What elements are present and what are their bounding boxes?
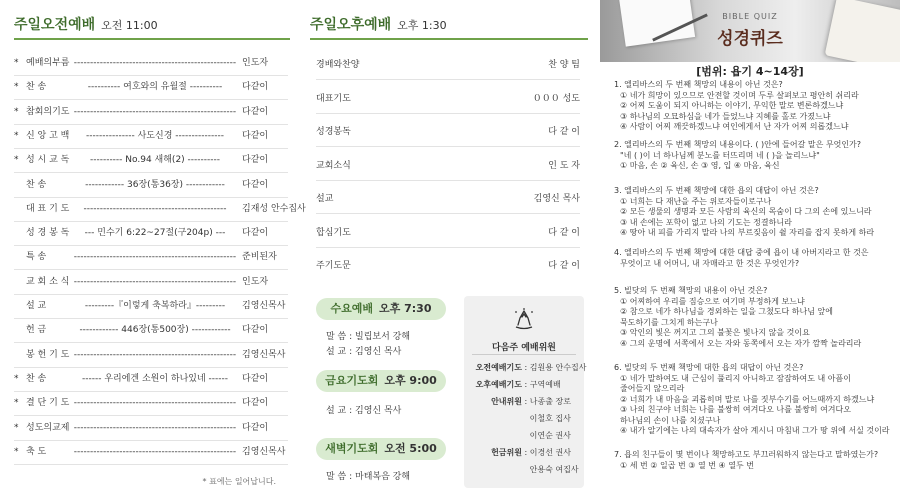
committee-names: 이경선 권사: [529, 448, 571, 457]
order-item-name: 설 교: [26, 301, 47, 311]
order-item-name: 봉 헌 기 도: [26, 349, 70, 360]
committee-row: [472, 428, 582, 444]
order-item-detail: ---------『이렇게 축복하라』---------: [84, 301, 226, 311]
order-item-detail: --------------------------------------------------: [73, 276, 237, 287]
standing-marker: *: [14, 106, 19, 117]
order-row: [316, 58, 580, 72]
row-divider: [14, 172, 288, 173]
standing-marker: *: [14, 130, 19, 141]
order-item-detail: --------------------------------------------------: [73, 349, 237, 360]
order-row: [14, 396, 288, 410]
order-item-name: 성도의교제: [26, 422, 70, 433]
order-item-detail: --------------------------------------------------: [73, 106, 237, 117]
order-item-name: 찬 송: [26, 373, 47, 384]
friday-prayer-time: 오후 9:00: [384, 374, 437, 387]
order-item-detail: --------------------------------------------------: [73, 398, 237, 409]
dawn-prayer-title: 새벽기도회: [325, 442, 379, 455]
order-row: [14, 421, 288, 435]
question-text: 1. 엘리바스의 두 번째 책망의 내용이 아닌 것은?: [614, 80, 783, 89]
order-item-name: 예배의부름: [26, 58, 70, 68]
question-option: "네 ( )이 너 하나님께 분노를 터뜨리며 네 ( )을 놀리느냐": [620, 150, 820, 160]
morning-service-time: 오전 11:00: [101, 19, 158, 32]
standing-marker: *: [14, 82, 19, 93]
order-row: [14, 348, 288, 362]
question-option: ④ 그의 운명에 서쪽에서 오는 자와 동쪽에서 오는 자가 깜짝 놀라리라: [620, 338, 862, 348]
question-option: ③ 나의 친구야 너희는 나를 불쌍히 여겨다오 나를 불쌍히 여겨다오: [620, 405, 851, 414]
order-item-leader: 인 도 자: [548, 160, 580, 171]
order-item-name: 교회소식: [316, 160, 351, 171]
committee-row: [472, 445, 582, 461]
question-text: 7. 욥의 친구들이 몇 번이나 책망하고도 부끄러워하지 않는다고 말하였는가?: [614, 450, 879, 459]
committee-role: 오전예배기도: [475, 363, 522, 372]
order-item-name: 특 송: [26, 252, 47, 263]
order-row: [14, 80, 288, 94]
committee-names: 이철호 집사: [529, 414, 571, 423]
friday-prayer-title: 금요기도회: [325, 374, 379, 387]
order-row: [316, 125, 580, 139]
order-row: [14, 178, 288, 192]
order-item-name: 결 단 기 도: [26, 398, 70, 409]
order-item-name: 축 도: [26, 446, 47, 457]
order-item-leader: 다같이: [242, 325, 269, 336]
standing-marker: *: [14, 422, 19, 433]
order-row: [14, 445, 288, 459]
order-row: [14, 129, 288, 143]
question-text: 4. 엘리바스의 두 번째 책망에 대한 대답 중에 욥이 내 아버지라고 한 것은: [614, 248, 869, 257]
order-row: [14, 105, 288, 119]
order-item-leader: 김영신 목사: [533, 194, 580, 204]
section-divider: [14, 38, 290, 40]
question-option: ② 너희가 내 마음을 괴롭히며 말로 나를 짓부수기를 어느때까지 하겠느냐: [620, 394, 875, 404]
wednesday-service-title: 수요예배: [330, 302, 374, 315]
afternoon-service-heading: [310, 14, 447, 34]
order-item-name: 대 표 기 도: [26, 203, 70, 214]
question-text: 6. 빌닷의 두 번째 책망에 대한 욥의 대답이 아닌 것은?: [614, 363, 804, 372]
order-item-leader: 김재성 안수집사: [242, 203, 306, 214]
question-option: ④ 내가 알기에는 나의 대속자가 살아 계시니 마침내 그가 땅 위에 서실 것이라: [620, 426, 890, 435]
quiz-range: [범위: 욥기 4~14장]: [696, 65, 804, 78]
question-option: ③ 내 손에는 포학이 없고 나의 기도는 정결하니라: [620, 217, 792, 227]
order-item-name: 성 경 봉 독: [26, 228, 70, 239]
order-row: [14, 275, 288, 289]
question-option: ① 너희는 다 재난을 주는 위로자들이로구나: [620, 196, 772, 206]
wednesday-service-heading: [316, 298, 446, 320]
row-divider: [14, 440, 288, 441]
row-divider: [14, 197, 288, 198]
question-option: ④ 땅아 내 피를 가리지 말라 나의 부르짖음이 쉴 자리를 잡지 못하게 하라: [620, 228, 875, 237]
order-row: [14, 56, 288, 70]
friday-details: [326, 404, 401, 419]
row-divider: [14, 391, 288, 392]
question-option: ② 참으로 네가 하나님을 경외하는 일을 그쳤도다 하나님 앞에: [620, 307, 833, 316]
committee-role: 오후예배기도: [475, 380, 522, 389]
dawn-prayer-heading: [316, 438, 446, 460]
row-divider: [14, 99, 288, 100]
order-item-detail: --------------- 사도신경 ---------------: [86, 130, 224, 141]
order-row: [14, 323, 288, 337]
order-item-leader: 인도자: [242, 276, 269, 287]
order-row: [316, 192, 580, 206]
committee-colon: :: [522, 363, 530, 372]
order-item-leader: 다 같 이: [548, 227, 580, 238]
morning-service-heading: [14, 14, 158, 34]
row-divider: [316, 79, 580, 80]
committee-colon: :: [522, 448, 530, 457]
order-item-detail: --------------------------------------------------: [73, 422, 237, 433]
order-item-detail: --------------------------------------------------: [73, 446, 237, 457]
row-divider: [14, 221, 288, 222]
standing-marker: *: [14, 373, 19, 384]
morning-service-column: [0, 0, 306, 504]
committee-names: 이연순 권사: [529, 431, 571, 440]
committee-row: [472, 360, 587, 376]
order-item-leader: 다같이: [242, 398, 269, 409]
row-divider: [14, 75, 288, 76]
committee-role: 헌금위원: [491, 448, 522, 457]
order-item-leader: ０００ 성도: [532, 93, 580, 104]
row-divider: [14, 148, 288, 149]
row-divider: [316, 113, 580, 114]
order-row: [14, 250, 288, 264]
order-row: [14, 372, 288, 386]
row-divider: [14, 269, 288, 270]
committee-colon: :: [522, 380, 530, 389]
order-item-detail: ------------ 36장(통36장) ------------: [85, 179, 225, 190]
banner-subtitle: BIBLE QUIZ: [722, 12, 778, 21]
committee-colon: [522, 414, 530, 423]
wednesday-service-time: 오후 7:30: [379, 302, 432, 315]
committee-row: [472, 377, 582, 393]
question-option: ① 네가 말하여도 내 근심이 풀리지 아니하고 잠잠하여도 내 아픔이: [620, 373, 851, 383]
order-item-leader: 다같이: [242, 106, 269, 117]
order-item-leader: 김영신목사: [242, 446, 286, 457]
question-option: ② 모든 생물의 생명과 모든 사람의 육신의 목숨이 다 그의 손에 있느니라: [620, 207, 872, 216]
row-divider: [14, 318, 288, 319]
committee-colon: :: [522, 397, 530, 406]
committee-row: [472, 411, 582, 427]
order-item-leader: 김영신목사: [242, 349, 286, 360]
question-option: ① 어찌하여 우리를 짐승으로 여기며 부정하게 보느냐: [620, 296, 805, 306]
wednesday-sermon-text: 말 씀 : 빌립보서 강해: [326, 332, 411, 342]
committee-names: 구역예배: [529, 380, 561, 389]
order-item-leader: 다같이: [242, 228, 269, 239]
standing-marker: *: [14, 446, 19, 457]
order-item-detail: --- 민수기 6:22~27절(구204p) ---: [84, 228, 226, 239]
standing-marker: *: [14, 155, 19, 166]
standing-marker: *: [14, 58, 19, 68]
question-option: 무엇이고 내 어머니, 내 자매라고 한 것은 무엇인가?: [620, 258, 800, 268]
praying-hands-icon: [512, 308, 536, 330]
quiz-question: [614, 450, 898, 471]
afternoon-service-title: 주일오후예배: [310, 17, 392, 33]
row-divider: [14, 294, 288, 295]
question-text: 5. 빌닷의 두 번째 책망의 내용이 아닌 것은?: [614, 286, 768, 295]
question-option: ① 세 번 ② 일곱 번 ③ 열 번 ④ 열두 번: [620, 460, 754, 470]
order-item-name: 합심기도: [316, 227, 351, 238]
quiz-question: [614, 286, 898, 349]
order-item-leader: 다같이: [242, 130, 269, 141]
question-option: 줄어들지 않으리라: [620, 384, 685, 393]
box-divider: [472, 354, 576, 355]
order-row: [14, 299, 288, 313]
order-item-leader: 찬 양 팀: [548, 60, 580, 70]
order-row: [316, 259, 580, 273]
order-item-name: 헌 금: [26, 325, 47, 336]
quiz-question: [614, 80, 898, 133]
dawn-sermon-text: 말 씀 : 마태복음 강해: [326, 472, 411, 482]
dawn-details: [326, 470, 410, 485]
order-item-name: 찬 송: [26, 82, 47, 93]
order-item-name: 찬 송: [26, 179, 47, 190]
committee-row: [472, 394, 582, 410]
order-item-name: 주기도문: [316, 261, 351, 271]
committee-colon: [522, 465, 530, 474]
order-item-leader: 다같이: [242, 155, 269, 166]
order-item-detail: --------------------------------------------------: [73, 58, 237, 68]
row-divider: [14, 124, 288, 125]
order-item-leader: 인도자: [242, 58, 269, 68]
afternoon-service-column: [300, 0, 590, 504]
committee-colon: [522, 431, 530, 440]
friday-prayer-heading: [316, 370, 446, 392]
quiz-question: [614, 248, 898, 269]
next-week-committee-title: 다음주 예배위원: [492, 343, 556, 353]
standing-marker: *: [14, 398, 19, 409]
order-item-name: 대표기도: [316, 93, 351, 104]
afternoon-service-time: 오후 1:30: [397, 19, 447, 32]
question-text: 3. 엘리바스의 두 번째 책망에 대한 욥의 대답이 아닌 것은?: [614, 186, 819, 195]
order-item-detail: --------------------------------------------: [83, 203, 227, 214]
order-item-leader: 다같이: [242, 82, 269, 93]
order-row: [14, 153, 288, 167]
order-item-detail: --------------------------------------------------: [73, 252, 237, 263]
question-option: 묵도하기를 그치게 하는구나: [620, 317, 718, 327]
question-text: 2. 엘리바스의 두 번째 책망의 내용이다. ( )안에 들어갈 말은 무엇인가?: [614, 140, 862, 149]
order-item-leader: 준비된자: [242, 252, 277, 263]
question-option: ① 네가 희망이 있으므로 안전할 것이며 두루 살펴보고 평안히 쉬리라: [620, 90, 859, 100]
row-divider: [316, 146, 580, 147]
order-row: [316, 226, 580, 240]
quiz-question: [614, 186, 898, 239]
order-item-name: 참회의기도: [26, 106, 70, 117]
row-divider: [14, 245, 288, 246]
morning-service-title: 주일오전예배: [14, 17, 96, 33]
order-row: [14, 202, 306, 216]
committee-names: 나종출 장로: [529, 397, 571, 406]
order-item-detail: ---------- 여호와의 유월절 ----------: [87, 82, 223, 93]
committee-names: 김원용 안수집사: [529, 363, 587, 372]
question-option: ③ 악인의 빛은 꺼지고 그의 불꽃은 빛나지 않을 것이요: [620, 328, 810, 337]
question-option: ③ 하나님의 오묘하심을 네가 들었느냐 지혜를 홀로 가졌느냐: [620, 111, 831, 121]
bible-quiz-column: [600, 0, 900, 504]
row-divider: [316, 180, 580, 181]
committee-names: 안용숙 여집사: [529, 465, 579, 474]
question-option: ② 어찌 도움이 되지 아니하는 이야기, 무익한 말로 변론하겠느냐: [620, 101, 844, 110]
row-divider: [14, 367, 288, 368]
order-row: [316, 92, 580, 106]
order-item-detail: ------ 우리에겐 소원이 하나있네 ------: [81, 373, 229, 384]
order-item-leader: 김영신목사: [242, 301, 286, 311]
order-item-name: 성 시 교 독: [26, 155, 70, 166]
quiz-question: [614, 363, 898, 437]
order-item-name: 설교: [316, 194, 334, 204]
bible-quiz-banner: [600, 0, 900, 62]
order-row: [316, 159, 580, 173]
row-divider: [316, 247, 580, 248]
row-divider: [316, 213, 580, 214]
order-item-detail: ------------ 446장(통500장) ------------: [79, 325, 231, 336]
order-item-leader: 다 같 이: [548, 261, 580, 271]
order-item-name: 신 앙 고 백: [26, 130, 70, 141]
row-divider: [14, 342, 288, 343]
order-item-leader: 다 같 이: [548, 127, 580, 137]
standing-note: * 표에는 일어납니다.: [202, 477, 276, 486]
order-item-leader: 다같이: [242, 373, 269, 384]
order-item-name: 경배와찬양: [316, 60, 360, 70]
order-item-name: 성경봉독: [316, 127, 351, 137]
committee-row: [472, 462, 582, 478]
order-item-leader: 다같이: [242, 179, 269, 190]
quiz-question: [614, 140, 898, 172]
wednesday-details: [326, 330, 410, 360]
question-option: 하나님의 손이 나를 치셨구나: [620, 415, 721, 425]
order-item-detail: ---------- No.94 새해(2) ----------: [89, 155, 221, 166]
next-week-committee-box: [464, 296, 587, 488]
row-divider: [14, 415, 288, 416]
committee-role: 안내위원: [491, 397, 522, 406]
row-divider: [14, 464, 288, 465]
order-row: [14, 226, 288, 240]
question-option: ④ 사람이 어찌 깨끗하겠느냐 여인에게서 난 자가 어찌 의롭겠느냐: [620, 122, 849, 131]
friday-preacher: 설 교 : 김영신 목사: [326, 406, 402, 416]
wednesday-preacher: 설 교 : 김영신 목사: [326, 347, 402, 357]
order-item-name: 교 회 소 식: [26, 276, 70, 287]
dawn-prayer-time: 오전 5:00: [384, 442, 437, 455]
order-item-leader: 다같이: [242, 422, 269, 433]
banner-title: 성경퀴즈: [717, 29, 783, 49]
section-divider: [310, 38, 588, 40]
question-option: ① 마음, 손 ② 육신, 손 ③ 영, 입 ④ 마음, 육신: [620, 161, 780, 170]
